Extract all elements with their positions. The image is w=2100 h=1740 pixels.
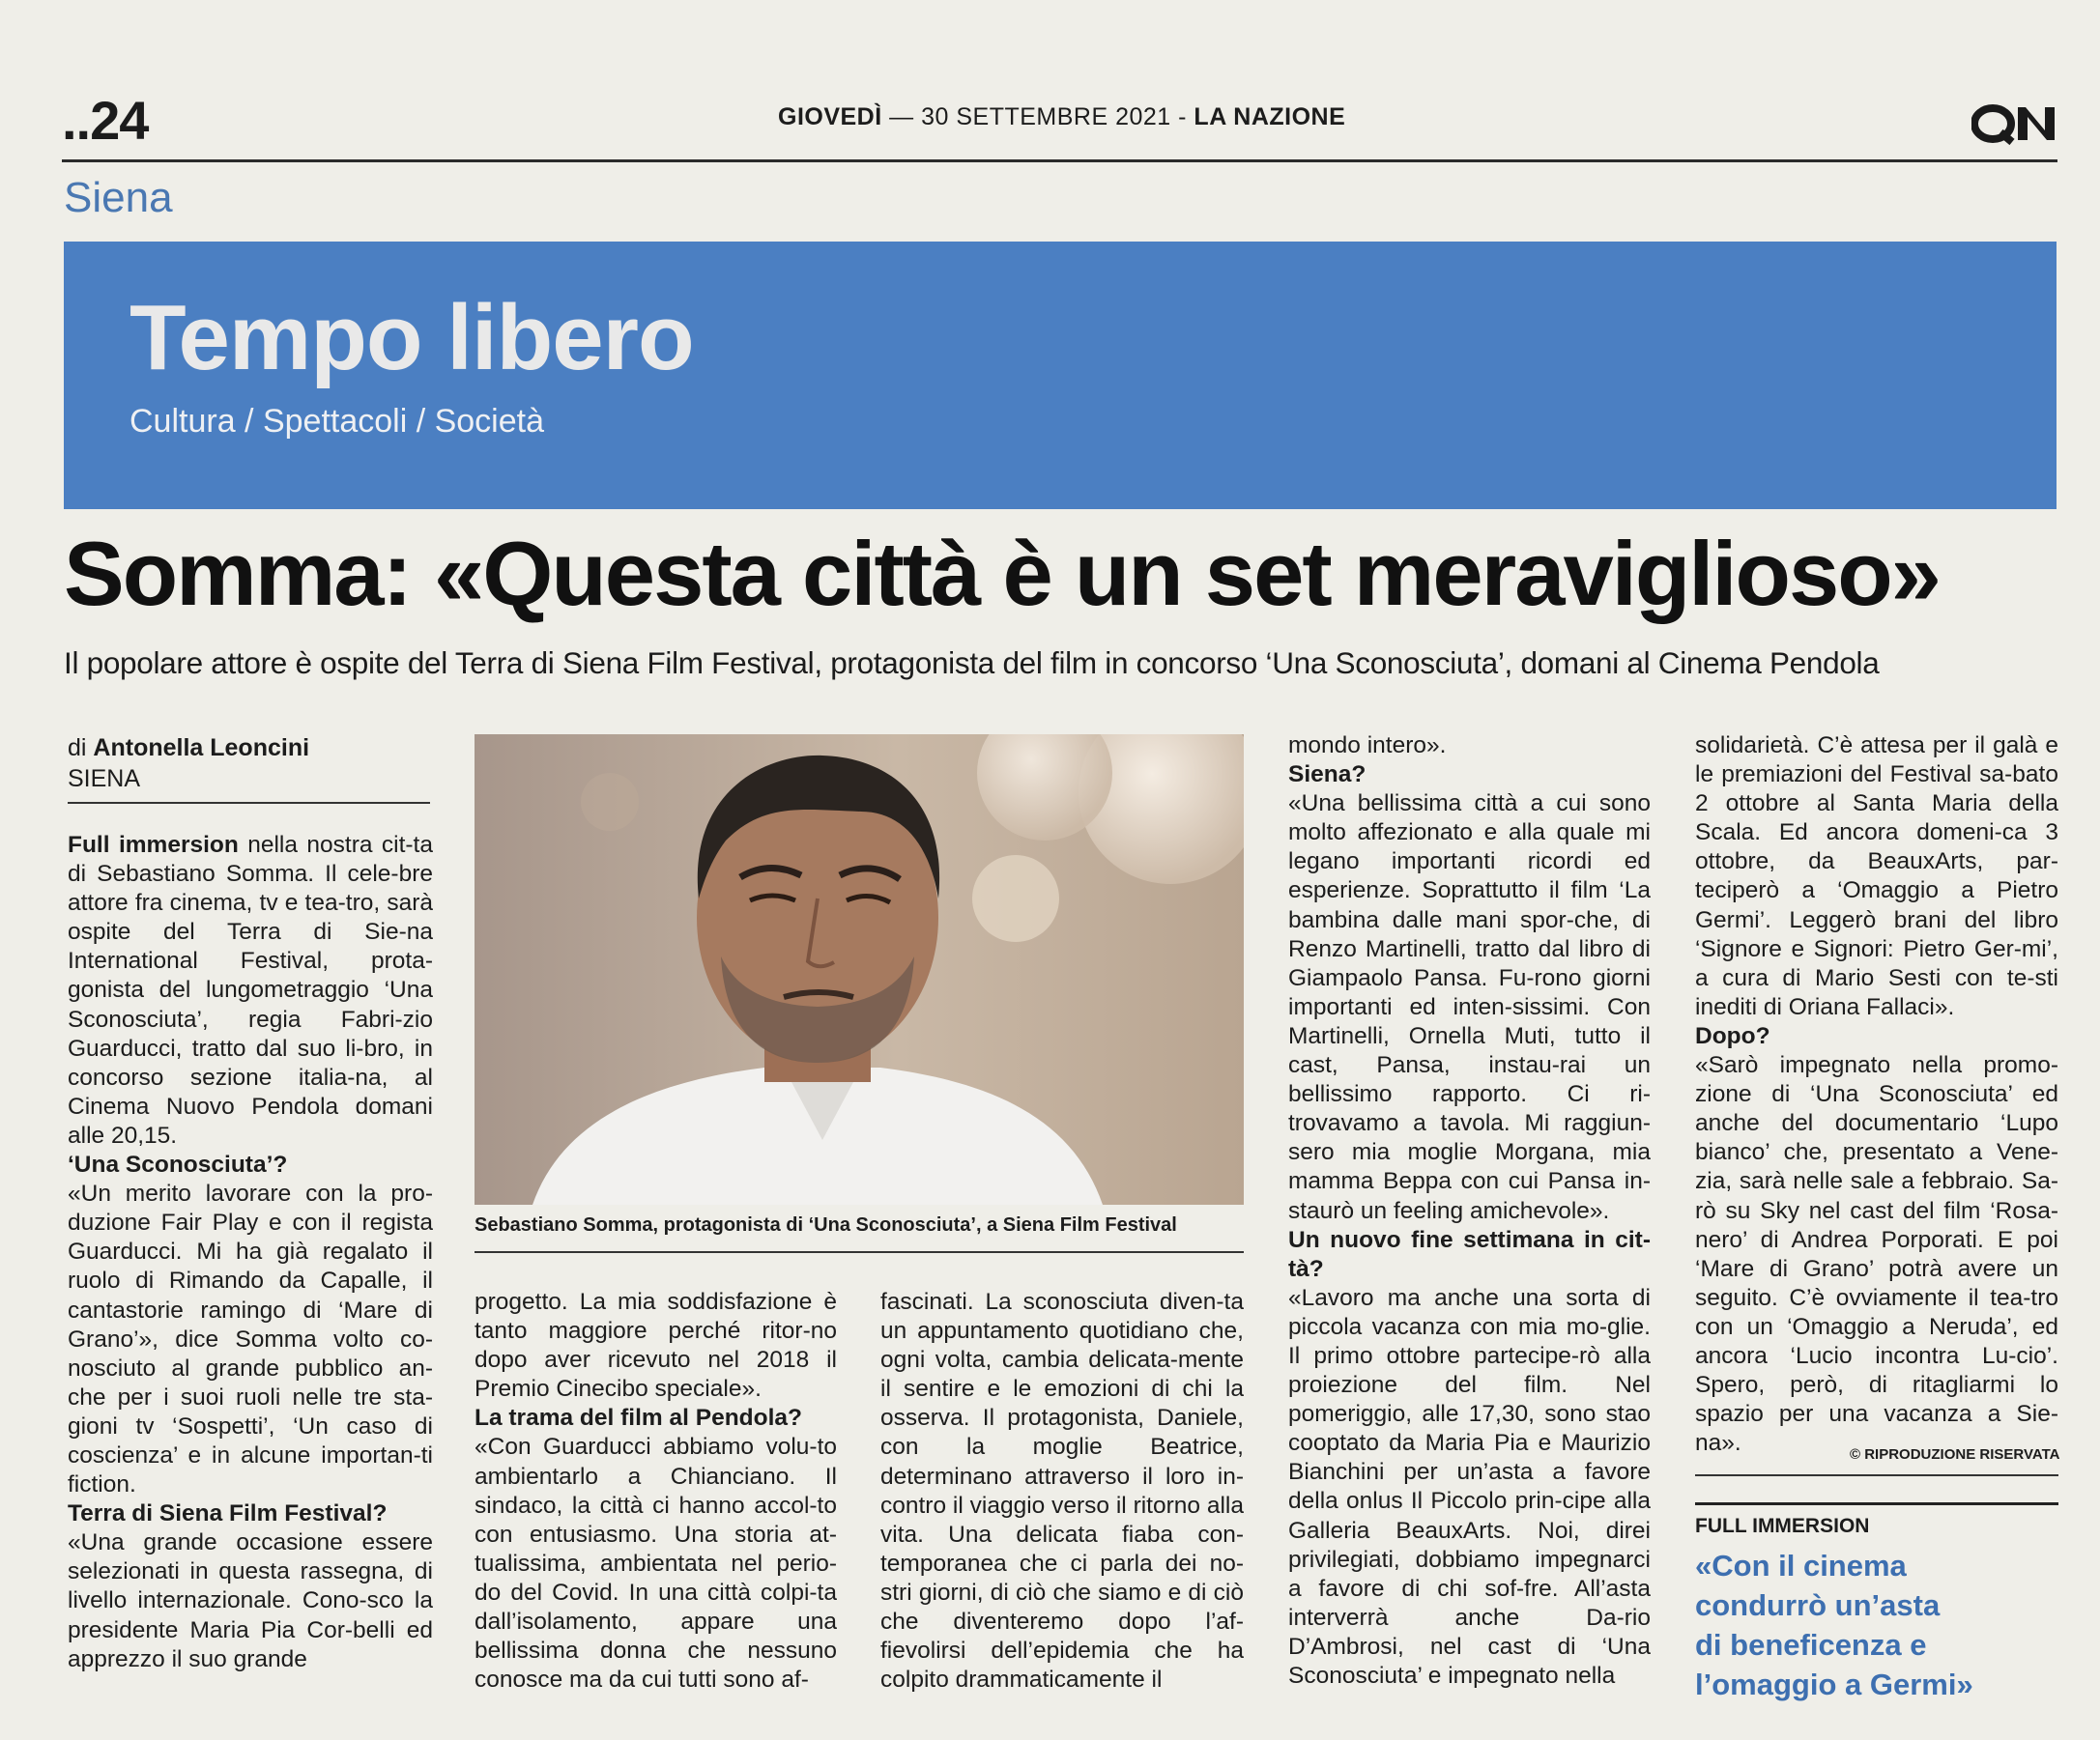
article-paragraph [1288, 789, 1651, 1225]
dateline-date: — 30 SETTEMBRE 2021 - [889, 103, 1187, 130]
pullquote [1695, 1546, 2062, 1704]
paragraph-text: «Sarò impegnato nella promo-zione di ‘Una Sconosciuta’ ed anche del documentario ‘Lupo bianco’ che, presentato a Vene-zia, sarà nelle sale a febbraio. Sa-rò su Sky nel cast del film ‘Rosa-nero’ di Andrea Porporati. E poi ‘Mare di Grano’ potrà avere un seguito. C’è ovviamente il tea-tro con un ‘Omaggio a Neruda’, ed ancora ‘Lucio incontra Lu-cio’. Spero, però, di ritagliarmi lo spazio per una vacanza a Sie-na». [1695, 1052, 2058, 1457]
lead-in: Full immersion [68, 832, 239, 858]
paragraph-text: «Un merito lavorare con la pro-duzione Fair Play e con il regista Guarducci. Mi ha già regalato il ruolo di Rimando da Capalle, il cantastorie ramingo di ‘Mare di Grano’», dice Somma volto co-nosciuto al grande pubblico an-che per i suoi ruoli nelle tre sta-gioni tv ‘Sospetti’, ‘Un caso di coscienza’ e in alcune importan-ti fiction. [68, 1181, 433, 1498]
article-paragraph [68, 831, 433, 1151]
paragraph-text: nella nostra cit-ta di Sebastiano Somma. Il cele-bre attore fra cinema, tv e tea-tro, sarà ospite del Terra di Sie-na International Festival, prota-gonista del lungometraggio ‘Una Sconosciuta’, regia Fabri-zio Guarducci, tratto dal suo li-bro, in concorso sezione italia-na, al Cinema Nuovo Pendola domani alle 20,15. [68, 832, 433, 1149]
paragraph-text: «Una bellissima città a cui sono molto affezionato e alla quale mi legano importanti ricordi ed esperienze. Soprattutto il film ‘La bambina dalle mani spor-che, di Renzo Martinelli, tratto dal libro di Giampaolo Pansa. Fu-rono giorni importanti ed inten-sissimi. Con Martinelli, Ornella Muti, tutto il cast, Pansa, instau-rai un bellissimo rapporto. Ci ri-trovavamo a tavola. Mi raggiun-sero mia moglie Morgana, mia mamma Beppa con cui Pansa in-staurò un feeling amichevole». [1288, 790, 1651, 1224]
paragraph-text: mondo intero». [1288, 732, 1447, 758]
article-column-2 [475, 1288, 837, 1695]
article-column-5 [1695, 731, 2058, 1458]
section-banner [64, 242, 2057, 509]
article-column-3 [880, 1288, 1244, 1695]
interview-question: Dopo? [1695, 1022, 1770, 1049]
paragraph-text: fascinati. La sconosciuta diven-ta un appuntamento quotidiano che, ogni volta, cambia delicata-mente il sentire e le emozioni di chi la osserva. Il protagonista, Daniele, con la moglie Beatrice, determinano attraverso il loro in-contro il viaggio verso il ritorno alla vita. Una delicata fiaba con-temporanea che ci parla dei no-stri giorni, di ciò che siamo e di ciò che diventeremo dopo l’af-fievolirsi dell’epidemia che ha colpito drammaticamente il [880, 1289, 1244, 1694]
paragraph-text: «Con Guarducci abbiamo volu-to ambientarlo a Chianciano. Il sindaco, la città ci hanno accol-to con entusiasmo. Una storia at-tualissima, ambientata nel perio-do del Covid. In una città colpi-ta dall’isolamento, appare una bellissima donna che nessuno conosce ma da cui tutti sono af- [475, 1434, 837, 1694]
dateline-day: GIOVEDÌ [778, 103, 882, 130]
article-headline: Somma: «Questa città è un set meraviglioso» [64, 523, 1940, 624]
article-paragraph [68, 1180, 433, 1499]
paragraph-text: progetto. La mia soddisfazione è tanto maggiore perché ritor-no dopo aver ricevuto nel 2018 il Premio Cinecibo speciale». [475, 1289, 837, 1403]
byline-place: SIENA [68, 765, 141, 792]
banner-title: Tempo libero [129, 286, 694, 389]
header-rule [62, 159, 2057, 162]
article-subheadline: Il popolare attore è ospite del Terra di Siena Film Festival, protagonista del film in concorso ‘Una Sconosciuta’, domani al Cinema Pendola [64, 645, 1880, 680]
dateline [778, 103, 1345, 131]
byline [68, 732, 309, 794]
copyright-notice: © RIPRODUZIONE RISERVATA [1850, 1446, 2060, 1463]
interview-question: Siena? [1288, 761, 1366, 788]
interview-question: La trama del film al Pendola? [475, 1405, 803, 1432]
article-column-1 [68, 831, 433, 1674]
qn-logo-icon [1971, 101, 2058, 146]
pullquote-line: di beneficenza e [1695, 1628, 1927, 1662]
page-number: ..24 [62, 90, 149, 151]
interview-question: ‘Una Sconosciuta’? [68, 1152, 288, 1179]
byline-prefix: di [68, 734, 87, 761]
paragraph-text: solidarietà. C’è attesa per il galà e le premiazioni del Festival sa-bato 2 ottobre al Santa Maria della Scala. Ed ancora domeni-ca 3 ottobre, da BeauxArts, par-teciperò a ‘Omaggio a Pietro Germi’. Leggerò brani del libro ‘Signore e Signori: Pietro Ger-mi’, a cura di Mario Sesti con te-sti inediti di Oriana Fallaci». [1695, 732, 2058, 1020]
article-paragraph [1695, 1051, 2058, 1458]
section-name: Siena [64, 174, 173, 221]
pullquote-rule [1695, 1502, 2058, 1505]
article-paragraph [475, 1288, 837, 1404]
article-paragraph [1288, 731, 1651, 760]
article-column-4 [1288, 731, 1651, 1691]
pullquote-kicker: FULL IMMERSION [1695, 1515, 1870, 1537]
byline-author: Antonella Leoncini [93, 734, 310, 761]
article-paragraph [68, 1528, 433, 1673]
pullquote-line: l’omaggio a Germi» [1695, 1668, 1973, 1701]
interview-question: Un nuovo fine settimana in cit-tà? [1288, 1226, 1651, 1282]
article-paragraph [880, 1288, 1244, 1695]
photo-caption: Sebastiano Somma, protagonista di ‘Una Sconosciuta’, a Siena Film Festival [475, 1214, 1177, 1236]
banner-subtitle: Cultura / Spettacoli / Società [129, 403, 545, 440]
paragraph-text: «Lavoro ma anche una sorta di piccola vacanza con mia mo-glie. Il primo ottobre partecipe-rò alla proiezione del film. Nel pomeriggio, alle 17,30, sono stao cooptato da Maria Pia e Maurizio Bianchini per un’asta a favore della onlus Il Piccolo prin-cipe alla Galleria BeauxArts. Noi, direi privilegiati, dobbiamo impegnarci a favore di chi sof-fre. All’asta interverrà anche Da-rio D’Ambrosi, nel cast di ‘Una Sconosciuta’ e impegnato nella [1288, 1284, 1651, 1689]
paragraph-text: «Una grande occasione essere selezionati in questa rassegna, di livello internazionale. Cono-sco la presidente Maria Pia Cor-belli ed apprezzo il suo grande [68, 1529, 433, 1672]
dateline-newspaper: LA NAZIONE [1194, 103, 1346, 130]
copyright-rule [1695, 1474, 2058, 1476]
pullquote-line: condurrò un’asta [1695, 1588, 1941, 1622]
article-paragraph [1288, 1284, 1651, 1691]
article-paragraph [475, 1433, 837, 1695]
caption-rule [475, 1251, 1244, 1253]
portrait-photo [475, 734, 1244, 1205]
interview-question: Terra di Siena Film Festival? [68, 1500, 388, 1527]
pullquote-line: «Con il cinema [1695, 1549, 1907, 1583]
byline-rule [68, 802, 430, 804]
article-paragraph [1695, 731, 2058, 1022]
